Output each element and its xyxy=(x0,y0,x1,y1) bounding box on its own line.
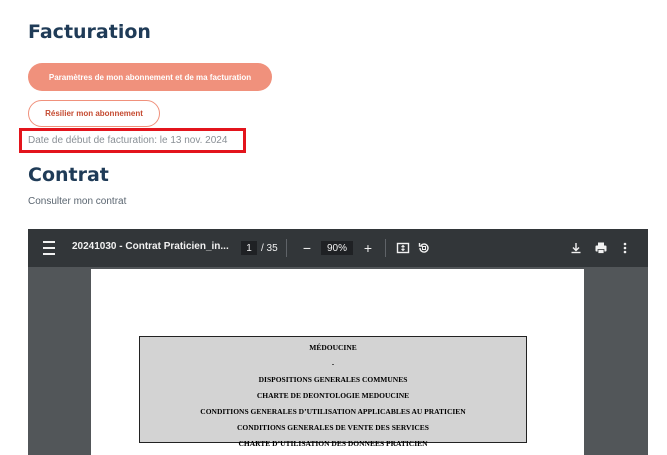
contract-title: Contrat xyxy=(28,164,109,186)
page-number-input[interactable]: 1 xyxy=(241,241,257,255)
zoom-level-input[interactable]: 90% xyxy=(321,241,353,255)
print-icon[interactable] xyxy=(594,241,608,255)
zoom-out-button[interactable]: − xyxy=(302,240,312,256)
doc-line: CHARTE DE DEONTOLOGIE MEDOUCINE xyxy=(256,391,410,400)
billing-start-date: Date de début de facturation: le 13 nov. 2024 xyxy=(28,135,228,146)
billing-title: Facturation xyxy=(28,21,151,43)
doc-heading: MÉDOUCINE xyxy=(309,343,357,352)
rotate-icon[interactable] xyxy=(417,241,431,255)
pdf-page xyxy=(91,269,584,455)
menu-icon[interactable] xyxy=(42,241,56,255)
toolbar-divider xyxy=(286,239,287,257)
doc-line: DISPOSITIONS GENERALES COMMUNES xyxy=(258,375,408,384)
consult-contract-link[interactable]: Consulter mon contrat xyxy=(28,196,127,207)
doc-line: - xyxy=(331,359,335,368)
page-total: / 35 xyxy=(261,242,278,254)
toolbar-divider xyxy=(385,239,386,257)
doc-line: CONDITIONS GENERALES D’UTILISATION APPLICABLES AU PRATICIEN xyxy=(200,407,466,416)
subscription-settings-button[interactable]: Paramètres de mon abonnement et de ma facturation xyxy=(28,63,272,91)
fit-page-icon[interactable] xyxy=(396,241,410,255)
cancel-subscription-button[interactable]: Résilier mon abonnement xyxy=(28,100,160,127)
pdf-file-name: 20241030 - Contrat Praticien_in... xyxy=(72,241,229,252)
doc-line: CHARTE D’UTILISATION DES DONNEES PRATICIEN xyxy=(238,439,428,448)
more-options-icon[interactable] xyxy=(620,241,630,255)
zoom-in-button[interactable]: + xyxy=(363,240,373,256)
pdf-toolbar xyxy=(28,229,648,267)
download-icon[interactable] xyxy=(569,241,583,255)
pdf-viewer[interactable] xyxy=(28,229,648,455)
document-title-box xyxy=(139,336,527,448)
doc-line: CONDITIONS GENERALES DE VENTE DES SERVICES xyxy=(237,423,429,432)
